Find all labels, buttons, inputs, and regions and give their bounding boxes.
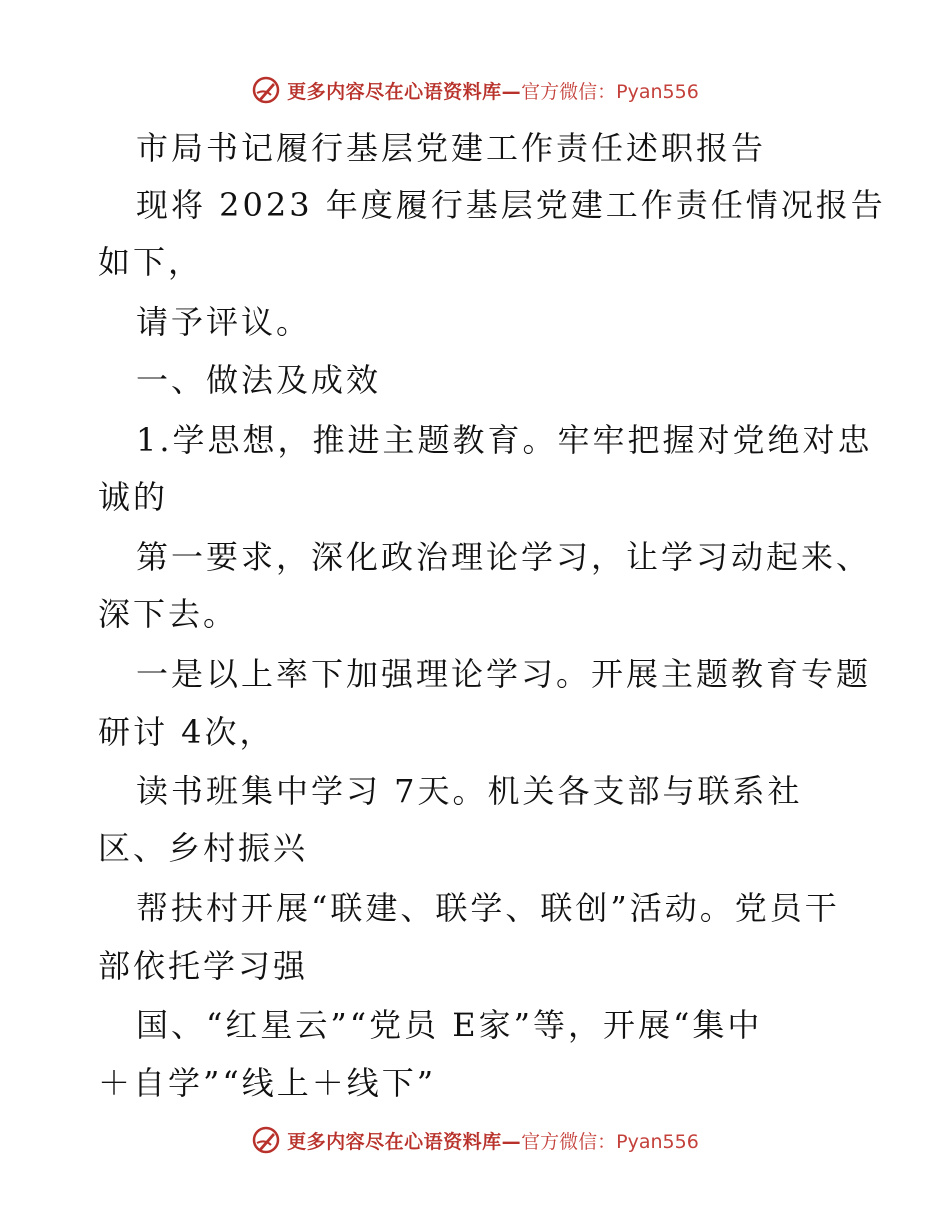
paragraph-line: 诚的 [98, 478, 169, 516]
document-title: 市局书记履行基层党建工作责任述职报告 [136, 129, 767, 167]
paragraph-line: 第一要求，深化政治理论学习，让学习动起来、 [136, 538, 872, 576]
watermark-banner-bottom [0, 1120, 950, 1160]
paragraph-line: 国、“红星云”“党员 E家”等，开展“集中 [136, 1006, 763, 1044]
watermark-wechat: 官方微信：Pyan556 [521, 1130, 699, 1153]
paragraph-line: 研讨 4次， [98, 713, 275, 751]
paragraph-line: 1.学思想，推进主题教育。牢牢把握对党绝对忠 [136, 421, 873, 459]
section-heading: 一、做法及成效 [136, 361, 382, 399]
watermark-wechat: 官方微信：Pyan556 [521, 80, 699, 103]
paragraph-line: 深下去。 [98, 595, 239, 633]
watermark-banner-top [0, 70, 950, 110]
paragraph-line: 读书班集中学习 7天。机关各支部与联系社 [136, 772, 803, 810]
paragraph-line: 现将 2023 年度履行基层党建工作责任情况报告 [136, 186, 886, 224]
paragraph-line: ＋自学”“线上＋线下” [98, 1064, 437, 1102]
paragraph-line: 如下， [98, 243, 204, 281]
paragraph-line: 区、乡村振兴 [98, 829, 309, 867]
paragraph-line: 帮扶村开展“联建、联学、联创”活动。党员干 [136, 889, 840, 927]
quill-logo-icon [251, 1125, 281, 1155]
watermark-text: 更多内容尽在心语资料库— [287, 80, 522, 103]
paragraph-line: 一是以上率下加强理论学习。开展主题教育专题 [136, 655, 872, 693]
paragraph-line: 部依托学习强 [98, 947, 309, 985]
paragraph-line: 请予评议。 [136, 303, 312, 341]
quill-logo-icon [251, 75, 281, 105]
watermark-text: 更多内容尽在心语资料库— [287, 1130, 522, 1153]
